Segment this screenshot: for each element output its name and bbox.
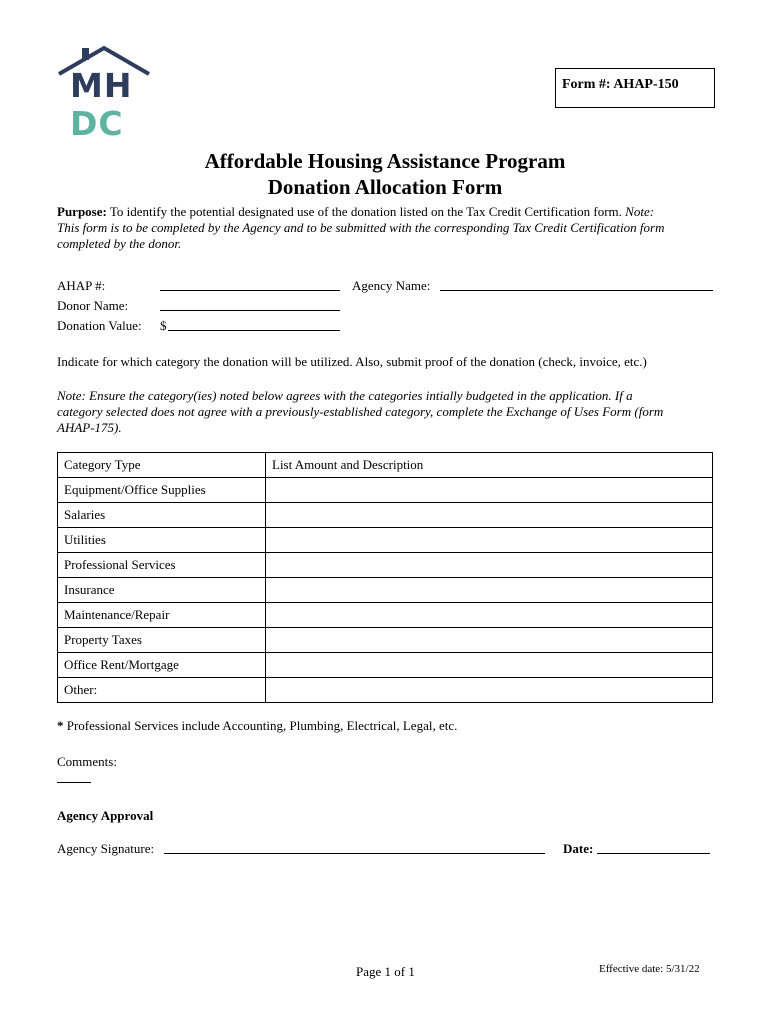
purpose-note-label: Note: [625, 204, 655, 219]
dollar-sign: $ [160, 318, 167, 333]
footnote [57, 718, 717, 734]
category-cell: Office Rent/Mortgage [58, 653, 266, 678]
amount-description-cell[interactable] [266, 603, 713, 628]
amount-description-cell[interactable] [266, 678, 713, 703]
purpose-text: To identify the potential designated use of the donation listed on the Tax Credit Certification form. [109, 204, 622, 219]
purpose-note-line2: This form is to be completed by the Agency and to be submitted with the corresponding Tax Credit Certification form [57, 220, 665, 235]
category-table [57, 452, 713, 703]
logo-text-bottom: DC [70, 104, 124, 143]
comments-input[interactable] [57, 770, 91, 783]
agency-name-input[interactable] [440, 278, 713, 291]
table-header-row [58, 453, 713, 478]
category-cell: Utilities [58, 528, 266, 553]
date-input[interactable] [597, 841, 710, 854]
amount-description-cell[interactable] [266, 478, 713, 503]
table-row [58, 503, 713, 528]
header-amount-description: List Amount and Description [266, 453, 713, 478]
table-row [58, 678, 713, 703]
table-row [58, 478, 713, 503]
purpose-label: Purpose: [57, 204, 107, 219]
title-line2: Donation Allocation Form [267, 175, 503, 199]
table-row [58, 528, 713, 553]
category-cell: Salaries [58, 503, 266, 528]
mhdc-logo [56, 44, 152, 148]
category-note-line1: Note: Ensure the category(ies) noted below agrees with the categories intially budgeted in the application. If a [57, 388, 633, 403]
category-cell: Maintenance/Repair [58, 603, 266, 628]
footnote-text: Professional Services include Accounting, Plumbing, Electrical, Legal, etc. [66, 718, 458, 733]
agency-name-label: Agency Name: [352, 278, 431, 293]
table-row [58, 603, 713, 628]
category-cell: Equipment/Office Supplies [58, 478, 266, 503]
category-cell: Property Taxes [58, 628, 266, 653]
signature-input[interactable] [164, 841, 545, 854]
table-row [58, 628, 713, 653]
table-row [58, 553, 713, 578]
amount-description-cell[interactable] [266, 528, 713, 553]
donor-name-input[interactable] [160, 298, 340, 311]
donation-value-input[interactable] [168, 318, 340, 331]
title-line1: Affordable Housing Assistance Program [204, 149, 566, 173]
donation-value-label: Donation Value: [57, 318, 142, 333]
amount-description-cell[interactable] [266, 553, 713, 578]
amount-description-cell[interactable] [266, 628, 713, 653]
table-row [58, 578, 713, 603]
agency-approval-heading: Agency Approval [57, 808, 154, 823]
effective-date: Effective date: 5/31/22 [599, 963, 700, 975]
category-cell: Professional Services [58, 553, 266, 578]
indicate-text: Indicate for which category the donation will be utilized. Also, submit proof of the donation (check, invoice, etc.) [57, 354, 647, 369]
page-number: Page 1 of 1 [356, 964, 415, 979]
ahap-input[interactable] [160, 278, 340, 291]
date-label: Date: [563, 841, 594, 856]
purpose-note-line3: completed by the donor. [57, 236, 182, 251]
comments-label: Comments: [57, 754, 117, 769]
logo-text-top: MH [70, 66, 133, 105]
category-cell: Other: [58, 678, 266, 703]
category-note-line3: AHAP-175). [57, 420, 122, 435]
purpose-paragraph [57, 204, 717, 252]
ahap-label: AHAP #: [57, 278, 106, 293]
category-cell: Insurance [58, 578, 266, 603]
signature-label: Agency Signature: [57, 841, 155, 856]
footnote-star: * [57, 718, 64, 733]
amount-description-cell[interactable] [266, 653, 713, 678]
logo-text-bottom-wrap [70, 104, 124, 143]
amount-description-cell[interactable] [266, 578, 713, 603]
header-category-type: Category Type [58, 453, 266, 478]
donor-name-label: Donor Name: [57, 298, 129, 313]
amount-description-cell[interactable] [266, 503, 713, 528]
form-number: Form #: AHAP-150 [562, 77, 679, 92]
category-note-line2: category selected does not agree with a previously-established category, complete the Exchange of Uses Form (form [57, 404, 664, 419]
table-row [58, 653, 713, 678]
form-number-box [555, 68, 715, 108]
category-note [57, 388, 717, 436]
